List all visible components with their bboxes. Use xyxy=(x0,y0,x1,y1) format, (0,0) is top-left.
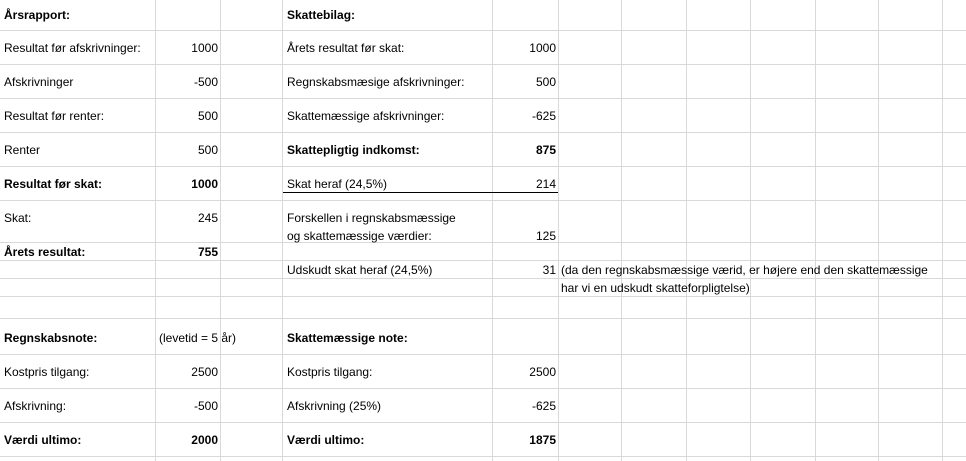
skattenote-label-3[interactable]: Værdi ultimo: xyxy=(287,433,365,447)
arsrapport-title[interactable]: Årsrapport: xyxy=(4,8,71,22)
arsrapport-label-1[interactable]: Resultat før afskrivninger: xyxy=(4,41,141,55)
arsrapport-value-2[interactable]: -500 xyxy=(193,75,218,89)
arsrapport-value-5[interactable]: 1000 xyxy=(191,177,218,191)
arsrapport-label-3[interactable]: Resultat før renter: xyxy=(4,109,105,123)
skattebilag-difference-value[interactable]: 125 xyxy=(535,229,556,243)
skattebilag-label-5[interactable]: Skat heraf (24,5%) xyxy=(287,177,388,191)
skattebilag-deferred-value[interactable]: 31 xyxy=(542,263,556,277)
column-divider xyxy=(492,0,493,461)
row-divider xyxy=(0,242,966,243)
skattebilag-deferred-note-1[interactable]: (da den regnskabsmæssige værid, er højere end den skattemæssige xyxy=(561,263,928,277)
row-divider xyxy=(0,200,966,201)
skattenote-value-1[interactable]: 2500 xyxy=(529,365,556,379)
arsrapport-value-1[interactable]: 1000 xyxy=(191,41,218,55)
row-divider xyxy=(0,388,966,389)
skattebilag-value-3[interactable]: -625 xyxy=(531,109,556,123)
regnskabsnote-value-2[interactable]: -500 xyxy=(193,399,218,413)
column-divider xyxy=(558,0,559,461)
skattebilag-deferred-note-2[interactable]: har vi en udskudt skatteforpligtelse) xyxy=(561,281,750,295)
column-divider xyxy=(942,0,943,461)
column-divider xyxy=(282,0,283,461)
row-divider xyxy=(0,260,966,261)
skattebilag-difference-label-2[interactable]: og skattemæssige værdier: xyxy=(287,229,432,243)
regnskabsnote-title[interactable]: Regnskabsnote: xyxy=(4,331,98,345)
skattebilag-deferred-label[interactable]: Udskudt skat heraf (24,5%) xyxy=(287,263,433,277)
regnskabsnote-label-1[interactable]: Kostpris tilgang: xyxy=(4,365,90,379)
arsrapport-label-2[interactable]: Afskrivninger xyxy=(4,75,74,89)
skattebilag-value-2[interactable]: 500 xyxy=(535,75,556,89)
skattenote-value-2[interactable]: -625 xyxy=(531,399,556,413)
row-divider xyxy=(0,354,966,355)
arsrapport-label-5[interactable]: Resultat før skat: xyxy=(4,177,103,191)
arsrapport-value-3[interactable]: 500 xyxy=(197,109,218,123)
column-divider xyxy=(878,0,879,461)
column-divider xyxy=(686,0,687,461)
row-divider xyxy=(0,296,966,297)
skattebilag-label-4[interactable]: Skattepligtig indkomst: xyxy=(287,143,420,157)
skattebilag-value-5[interactable]: 214 xyxy=(535,177,556,191)
row-divider xyxy=(0,278,966,279)
row-divider xyxy=(0,132,966,133)
skattenote-title[interactable]: Skattemæssige note: xyxy=(287,331,408,345)
skattebilag-label-2[interactable]: Regnskabsmæsige afskrivninger: xyxy=(287,75,465,89)
arsrapport-label-7[interactable]: Årets resultat: xyxy=(4,245,86,259)
skattebilag-label-1[interactable]: Årets resultat før skat: xyxy=(287,41,405,55)
row-divider xyxy=(0,64,966,65)
skattebilag-label-3[interactable]: Skattemæssige afskrivninger: xyxy=(287,109,445,123)
arsrapport-value-6[interactable]: 245 xyxy=(197,211,218,225)
skattebilag-title[interactable]: Skattebilag: xyxy=(287,8,356,22)
column-divider xyxy=(815,0,816,461)
skattenote-label-2[interactable]: Afskrivning (25%) xyxy=(287,399,382,413)
row-divider xyxy=(0,30,966,31)
arsrapport-label-6[interactable]: Skat: xyxy=(4,211,32,225)
arsrapport-value-7[interactable]: 755 xyxy=(197,245,218,259)
skattebilag-value-1[interactable]: 1000 xyxy=(529,41,556,55)
row-divider xyxy=(0,98,966,99)
sum-rule xyxy=(283,192,558,193)
regnskabsnote-value-3[interactable]: 2000 xyxy=(191,433,218,447)
row-divider xyxy=(0,166,966,167)
row-divider xyxy=(0,318,966,319)
column-divider xyxy=(155,0,156,461)
row-divider xyxy=(0,422,966,423)
column-divider xyxy=(220,0,221,461)
skattebilag-value-4[interactable]: 875 xyxy=(535,143,556,157)
skattenote-label-1[interactable]: Kostpris tilgang: xyxy=(287,365,373,379)
row-divider xyxy=(0,456,966,457)
regnskabsnote-label-2[interactable]: Afskrivning: xyxy=(4,399,67,413)
arsrapport-value-4[interactable]: 500 xyxy=(197,143,218,157)
regnskabsnote-value-1[interactable]: 2500 xyxy=(191,365,218,379)
column-divider xyxy=(750,0,751,461)
arsrapport-label-4[interactable]: Renter xyxy=(4,143,41,157)
skattebilag-difference-label-1[interactable]: Forskellen i regnskabsmæssige xyxy=(287,211,456,225)
regnskabsnote-label-3[interactable]: Værdi ultimo: xyxy=(4,433,82,447)
skattenote-value-3[interactable]: 1875 xyxy=(529,433,556,447)
regnskabsnote-lifetime[interactable]: (levetid = 5 år) xyxy=(159,331,237,345)
column-divider xyxy=(621,0,622,461)
